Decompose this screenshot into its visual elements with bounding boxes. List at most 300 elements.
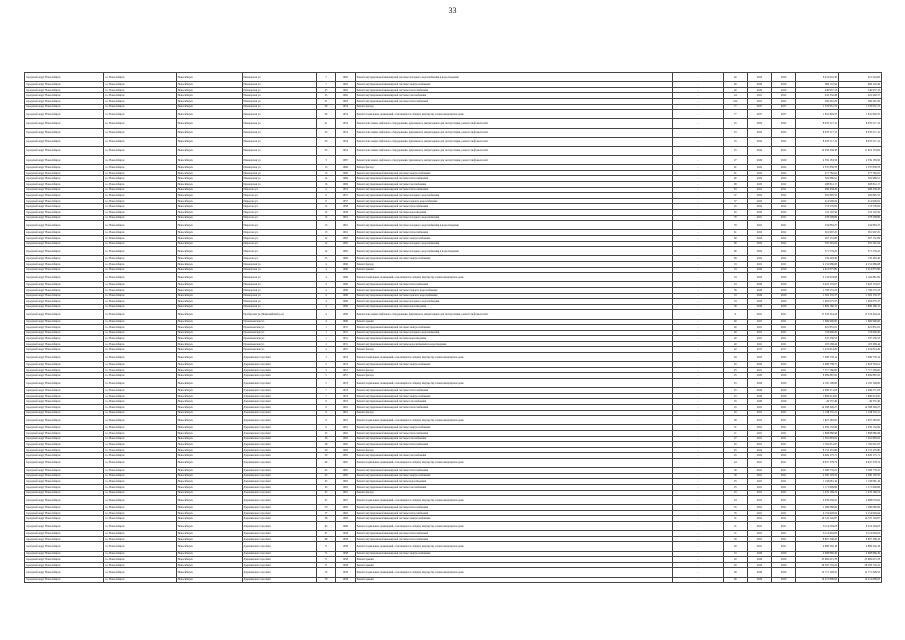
cell-work: Ремонт внутридомовой инженерной системы горячего водоснабжения [355, 293, 673, 299]
cell-district: Новосибирск [176, 496, 242, 505]
cell-start: 2021 [747, 310, 771, 319]
cell-district: Новосибирск [176, 210, 242, 216]
cell-start: 2021 [747, 510, 771, 516]
cell-work: Ремонт подвальных помещений, относящихся к общему имуществу в многоквартирном доме [355, 273, 673, 282]
cell-street: Дзержинского проспект [242, 490, 317, 496]
cell-district: Новосибирск [176, 468, 242, 474]
cell-start: 2021 [747, 416, 771, 425]
cell-year: 1996 [335, 273, 355, 282]
cell-year: 1996 [335, 261, 355, 267]
cell-year: 1953 [335, 187, 355, 193]
cell-municipality: городской округ Новосибирск [25, 336, 104, 342]
cell-dash: - [673, 256, 724, 262]
cell-cost_total: 278 598,86 [839, 215, 882, 221]
cell-dash: - [673, 577, 724, 583]
cell-street: Дзержинского проспект [242, 551, 317, 557]
cell-volume: 77 [723, 104, 747, 110]
cell-house: 4 [317, 267, 336, 273]
cell-settlement: г.о. Новосибирск [104, 170, 177, 176]
cell-work: Ремонт подвальных помещений, относящихся к общему имуществу в многоквартирном доме [355, 379, 673, 388]
cell-volume: 40 [723, 336, 747, 342]
cell-dash: - [673, 110, 724, 119]
cell-start: 2022 [747, 176, 771, 182]
cell-volume: 61 [723, 170, 747, 176]
cell-year: 1954 [335, 104, 355, 110]
cell-cost_total: 1 219 814,29 [839, 347, 882, 353]
cell-district: Новосибирск [176, 247, 242, 256]
cell-dash: - [673, 410, 724, 416]
cell-district: Новосибирск [176, 399, 242, 405]
cell-municipality: городской округ Новосибирск [25, 93, 104, 99]
cell-house: 9 [317, 410, 336, 416]
cell-municipality: городской округ Новосибирск [25, 536, 104, 542]
cell-district: Новосибирск [176, 73, 242, 82]
cell-municipality: городской округ Новосибирск [25, 330, 104, 336]
cell-start: 2021 [747, 473, 771, 479]
cell-cost_total: 337 236,53 [839, 336, 882, 342]
cell-end: 2017 [772, 347, 796, 353]
cell-municipality: городской округ Новосибирск [25, 557, 104, 563]
cell-district: Новосибирск [176, 393, 242, 399]
cell-work: Ремонт внутридомовой инженерной системы теплоснабжения [355, 468, 673, 474]
cell-house: 71 [317, 551, 336, 557]
cell-cost: 173 576,82 [796, 204, 839, 210]
cell-start: 2020 [747, 267, 771, 273]
cell-street: Дзержинского проспект [242, 367, 317, 373]
cell-street: Пионерская ул. [242, 73, 317, 82]
cell-municipality: городской округ Новосибирск [25, 562, 104, 568]
cell-end: 2021 [772, 536, 796, 542]
cell-municipality: городской округ Новосибирск [25, 241, 104, 247]
cell-work: Ремонт фасада [355, 373, 673, 379]
cell-street: Дзержинского проспект [242, 542, 317, 551]
cell-district: Новосибирск [176, 204, 242, 210]
cell-work: Ремонт внутридомовой инженерной системы водоотведения [355, 479, 673, 485]
cell-year: 1962 [335, 430, 355, 436]
cell-cost_total: 3 923 133,67 [839, 282, 882, 288]
cell-house: 59 [317, 104, 336, 110]
cell-district: Новосибирск [176, 215, 242, 221]
cell-house: 1 [317, 341, 336, 347]
cell-house: 53 [317, 505, 336, 511]
cell-house: 43 [317, 473, 336, 479]
cell-work: Ремонт внутридомовой инженерной системы горячего водоснабжения [355, 198, 673, 204]
cell-cost: 1 796 572,23 [796, 287, 839, 293]
cell-start: 2021 [747, 215, 771, 221]
cell-house: 14 [317, 241, 336, 247]
cell-start: 2017 [747, 347, 771, 353]
cell-district: Новосибирск [176, 261, 242, 267]
cell-cost: 4 013 875,89 [796, 267, 839, 273]
cell-cost: 361 967,25 [796, 230, 839, 236]
cell-start: 2021 [747, 430, 771, 436]
cell-work: Ремонт внутридомовой инженерной системы холодного водоснабжения и водоотведения [355, 73, 673, 82]
cell-street: Дзержинского проспект [242, 410, 317, 416]
cell-end: 2021 [772, 484, 796, 490]
cell-district: Новосибирск [176, 293, 242, 299]
cell-house: 47 [317, 490, 336, 496]
cell-district: Новосибирск [176, 542, 242, 551]
cell-end: 2021 [772, 542, 796, 551]
cell-dash: - [673, 128, 724, 137]
cell-cost_total: 1 286 080,66 [839, 505, 882, 511]
cell-start: 2022 [747, 137, 771, 146]
cell-dash: - [673, 542, 724, 551]
cell-work: Ремонт внутридомовой инженерной системы теплоснабжения [355, 176, 673, 182]
cell-municipality: городской округ Новосибирск [25, 176, 104, 182]
cell-start: 2021 [747, 221, 771, 230]
cell-house: 25 [317, 87, 336, 93]
cell-work: Ремонт внутридомовой инженерной системы водоотведения [355, 304, 673, 310]
cell-house: 30 [317, 453, 336, 459]
cell-work: Ремонт внутридомовой инженерной системы теплоснабжения [355, 505, 673, 511]
cell-settlement: г.о. Новосибирск [104, 522, 177, 531]
cell-settlement: г.о. Новосибирск [104, 330, 177, 336]
cell-settlement: г.о. Новосибирск [104, 304, 177, 310]
cell-end: 2021 [772, 336, 796, 342]
cell-cost: 49 737,40 [796, 399, 839, 405]
cell-start: 2020 [747, 568, 771, 577]
table-row [25, 416, 882, 425]
cell-cost: 103 268,44 [796, 341, 839, 347]
cell-cost_total: 1 158 081,16 [839, 479, 882, 485]
cell-municipality: городской округ Новосибирск [25, 82, 104, 88]
cell-district: Новосибирск [176, 137, 242, 146]
cell-cost: 669 112,94 [796, 82, 839, 88]
cell-dash: - [673, 119, 724, 128]
cell-municipality: городской округ Новосибирск [25, 170, 104, 176]
cell-settlement: г.о. Новосибирск [104, 430, 177, 436]
cell-municipality: городской округ Новосибирск [25, 416, 104, 425]
cell-dash: - [673, 98, 724, 104]
cell-house: 2 [317, 362, 336, 368]
cell-house: 47 [317, 496, 336, 505]
cell-year: 1957 [335, 373, 355, 379]
cell-cost_total: 23 682 615,78 [839, 557, 882, 563]
cell-settlement: г.о. Новосибирск [104, 388, 177, 394]
cell-start: 2022 [747, 170, 771, 176]
cell-end: 2021 [772, 221, 796, 230]
cell-street: Пирогова ул. [242, 198, 317, 204]
cell-start: 2021 [747, 516, 771, 522]
cell-cost_total: 49 737,40 [839, 399, 882, 405]
cell-municipality: городской округ Новосибирск [25, 110, 104, 119]
cell-street: Пионерская ул. [242, 128, 317, 137]
cell-volume: 25 [723, 393, 747, 399]
cell-cost_total: 4 154 926,04 [839, 510, 882, 516]
cell-work: Ремонт внутридомовой инженерной системы электроснабжения [355, 425, 673, 431]
cell-end: 2021 [772, 490, 796, 496]
cell-work: Ремонт внутридомовой инженерной системы теплоснабжения [355, 187, 673, 193]
cell-settlement: г.о. Новосибирск [104, 536, 177, 542]
cell-year: 1958 [335, 536, 355, 542]
cell-volume: 44 [723, 93, 747, 99]
cell-dash: - [673, 73, 724, 82]
cell-year: 1958 [335, 210, 355, 216]
cell-dash: - [673, 87, 724, 93]
cell-settlement: г.о. Новосибирск [104, 505, 177, 511]
cell-house: 71 [317, 557, 336, 563]
cell-year: 1961 [335, 405, 355, 411]
cell-municipality: городской округ Новосибирск [25, 215, 104, 221]
cell-work: Ремонт или замена лифтового оборудования, признанного непригодным для эксплуатации, ремонт лифтовых шахт [355, 119, 673, 128]
cell-volume: 24 [723, 496, 747, 505]
cell-cost_total: 277 782,61 [839, 170, 882, 176]
cell-work: Ремонт крыши [355, 577, 673, 583]
cell-work: Ремонт внутридомовой инженерной системы электроснабжения [355, 393, 673, 399]
cell-end: 2022 [772, 182, 796, 188]
cell-cost: 1 809 186,15 [796, 304, 839, 310]
cell-district: Новосибирск [176, 442, 242, 448]
cell-cost_total: 415 544,06 [839, 73, 882, 82]
cell-year: 1958 [335, 542, 355, 551]
cell-volume: 45 [723, 447, 747, 453]
cell-cost_total: 502 986,91 [839, 176, 882, 182]
cell-work: Ремонт внутридомовой инженерной системы теплоснабжения [355, 442, 673, 448]
cell-volume: 36 [723, 287, 747, 293]
cell-end: 2021 [772, 410, 796, 416]
cell-house: 4 [317, 299, 336, 305]
cell-settlement: г.о. Новосибирск [104, 562, 177, 568]
cell-district: Новосибирск [176, 410, 242, 416]
cell-start: 2022 [747, 182, 771, 188]
cell-dash: - [673, 293, 724, 299]
cell-house: 13 [317, 230, 336, 236]
cell-year: 1953 [335, 362, 355, 368]
cell-settlement: г.о. Новосибирск [104, 104, 177, 110]
cell-municipality: городской округ Новосибирск [25, 496, 104, 505]
cell-cost_total: 12 771 328,52 [839, 568, 882, 577]
cell-start: 2022 [747, 453, 771, 459]
cell-district: Новосибирск [176, 505, 242, 511]
cell-district: Новосибирск [176, 319, 242, 325]
cell-end: 2022 [772, 170, 796, 176]
cell-municipality: городской округ Новосибирск [25, 362, 104, 368]
cell-cost_total: 2 608 866,49 [839, 551, 882, 557]
table-row [25, 458, 882, 467]
table-row [25, 496, 882, 505]
cell-street: Пионерская ул. [242, 287, 317, 293]
cell-cost_total: 668 120,46 [839, 82, 882, 88]
cell-start: 2021 [747, 425, 771, 431]
cell-cost: 1 198 710,11 [796, 410, 839, 416]
cell-street: Пионерская ул. [242, 304, 317, 310]
cell-district: Новосибирск [176, 330, 242, 336]
cell-house: 2 [317, 187, 336, 193]
cell-municipality: городской округ Новосибирск [25, 293, 104, 299]
cell-settlement: г.о. Новосибирск [104, 110, 177, 119]
cell-cost_total: 103 268,44 [839, 341, 882, 347]
cell-district: Новосибирск [176, 522, 242, 531]
cell-end: 2022 [772, 193, 796, 199]
cell-year: 1958 [335, 204, 355, 210]
cell-cost: 2 008 738,75 [796, 362, 839, 368]
cell-work: Ремонт внутридомовой инженерной системы электроснабжения [355, 170, 673, 176]
cell-cost_total: 1 302 135,37 [839, 293, 882, 299]
cell-volume: 19 [723, 261, 747, 267]
cell-municipality: городской округ Новосибирск [25, 198, 104, 204]
cell-volume: 45 [723, 210, 747, 216]
cell-street: Пионерская ул. [242, 110, 317, 119]
cell-end: 2022 [772, 119, 796, 128]
cell-dash: - [673, 347, 724, 353]
cell-volume: 49 [723, 353, 747, 362]
cell-street: Дзержинского проспект [242, 568, 317, 577]
cell-municipality: городской округ Новосибирск [25, 341, 104, 347]
cell-cost: 432 332,28 [796, 93, 839, 99]
cell-dash: - [673, 221, 724, 230]
cell-municipality: городской округ Новосибирск [25, 236, 104, 242]
cell-volume: 25 [723, 128, 747, 137]
cell-end: 2021 [772, 430, 796, 436]
cell-work: Ремонт внутридомовой инженерной системы теплоснабжения [355, 388, 673, 394]
cell-volume: 40 [723, 341, 747, 347]
cell-dash: - [673, 505, 724, 511]
cell-dash: - [673, 442, 724, 448]
cell-cost: 12 058 338,38 [796, 146, 839, 155]
cell-district: Новосибирск [176, 388, 242, 394]
cell-municipality: городской округ Новосибирск [25, 484, 104, 490]
cell-end: 2020 [772, 562, 796, 568]
cell-street: Пионерская ул. [242, 176, 317, 182]
cell-year: 1953 [335, 393, 355, 399]
cell-house: 67 [317, 531, 336, 537]
cell-work: Ремонт внутридомовой инженерной системы водоотведения [355, 210, 673, 216]
cell-year: 1961 [335, 230, 355, 236]
cell-work: Ремонт крыши [355, 319, 673, 325]
cell-end: 2027 [772, 104, 796, 110]
cell-house: 1 [317, 330, 336, 336]
cell-dash: - [673, 210, 724, 216]
cell-dash: - [673, 299, 724, 305]
cell-cost_total: 1 841 849,55 [839, 110, 882, 119]
cell-cost: 159 493,40 [796, 256, 839, 262]
cell-street: Дзержинского проспект [242, 353, 317, 362]
cell-cost: 8 153 455,80 [796, 447, 839, 453]
cell-district: Новосибирск [176, 490, 242, 496]
cell-house: 13 [317, 221, 336, 230]
cell-district: Новосибирск [176, 128, 242, 137]
cell-municipality: городской округ Новосибирск [25, 182, 104, 188]
cell-cost: 23 682 615,78 [796, 557, 839, 563]
cell-municipality: городской округ Новосибирск [25, 87, 104, 93]
cell-volume: 21 [723, 430, 747, 436]
cell-settlement: г.о. Новосибирск [104, 436, 177, 442]
cell-work: Ремонт внутридомовой инженерной системы холодного водоснабжения и водоотведения [355, 221, 673, 230]
cell-dash: - [673, 330, 724, 336]
cell-cost_total: 1 809 186,15 [839, 304, 882, 310]
cell-start: 2020 [747, 273, 771, 282]
cell-house: 13 [317, 170, 336, 176]
cell-street: Дзержинского проспект [242, 442, 317, 448]
cell-house: 1 [317, 336, 336, 342]
cell-street: Пирогова ул. [242, 187, 317, 193]
cell-start: 2020 [747, 551, 771, 557]
cell-settlement: г.о. Новосибирск [104, 87, 177, 93]
cell-settlement: г.о. Новосибирск [104, 176, 177, 182]
cell-settlement: г.о. Новосибирск [104, 353, 177, 362]
cell-volume: 30 [723, 473, 747, 479]
cell-work: Ремонт фасада [355, 165, 673, 171]
cell-house: 40 [317, 458, 336, 467]
cell-volume: 40 [723, 73, 747, 82]
cell-work: Ремонт фасада [355, 410, 673, 416]
cell-cost: 6 837 378,74 [796, 458, 839, 467]
cell-dash: - [673, 490, 724, 496]
cell-end: 2020 [772, 73, 796, 82]
cell-cost_total: 1 762 651,87 [839, 442, 882, 448]
cell-house: 4 [317, 287, 336, 293]
table-row [25, 379, 882, 388]
cell-dash: - [673, 104, 724, 110]
cell-street: Пионерская ул. [242, 165, 317, 171]
cell-house: 59 [317, 110, 336, 119]
cell-start: 2021 [747, 187, 771, 193]
cell-start: 2021 [747, 341, 771, 347]
cell-work: Ремонт подвальных помещений, относящихся к общему имуществу в многоквартирном доме [355, 568, 673, 577]
cell-municipality: городской округ Новосибирск [25, 453, 104, 459]
cell-volume: 35 [723, 505, 747, 511]
cell-volume: 414 [723, 98, 747, 104]
cell-cost: 267 131,86 [796, 236, 839, 242]
cell-municipality: городской округ Новосибирск [25, 204, 104, 210]
cell-volume: 19 [723, 299, 747, 305]
cell-volume: 25 [723, 137, 747, 146]
cell-district: Новосибирск [176, 299, 242, 305]
cell-end: 2020 [772, 82, 796, 88]
cell-dash: - [673, 182, 724, 188]
cell-house: 43 [317, 468, 336, 474]
cell-start: 2027 [747, 110, 771, 119]
cell-house: 57 [317, 510, 336, 516]
cell-volume: 31 [723, 425, 747, 431]
cell-dash: - [673, 93, 724, 99]
cell-house: 58 [317, 516, 336, 522]
cell-year: 1961 [335, 416, 355, 425]
cell-work: Ремонт подвальных помещений, относящихся к общему имуществу в многоквартирном доме [355, 416, 673, 425]
cell-end: 2023 [772, 353, 796, 362]
cell-street: Пионерская ул. [242, 273, 317, 282]
cell-street: Дзержинского проспект [242, 388, 317, 394]
cell-end: 2021 [772, 325, 796, 331]
cell-end: 2022 [772, 447, 796, 453]
cell-work: Ремонт или замена лифтового оборудования, признанного непригодным для эксплуатации, ремонт лифтовых шахт [355, 137, 673, 146]
cell-settlement: г.о. Новосибирск [104, 347, 177, 353]
cell-end: 2021 [772, 425, 796, 431]
cell-cost: 4 359 183,56 [796, 156, 839, 165]
cell-year: 1967 [335, 496, 355, 505]
cell-start: 2021 [747, 458, 771, 467]
cell-start: 2020 [747, 388, 771, 394]
cell-start: 2021 [747, 542, 771, 551]
cell-street: Пионерская ул. [242, 98, 317, 104]
cell-volume: 37 [723, 198, 747, 204]
cell-dash: - [673, 453, 724, 459]
cell-end: 2021 [772, 510, 796, 516]
cell-volume: 25 [723, 388, 747, 394]
cell-street: Пионерская ул. [242, 119, 317, 128]
cell-cost: 6 219 910,50 [796, 73, 839, 82]
cell-settlement: г.о. Новосибирск [104, 236, 177, 242]
cell-district: Новосибирск [176, 82, 242, 88]
cell-work: Ремонт подвальных помещений, относящихся к общему имуществу в многоквартирном доме [355, 496, 673, 505]
cell-start: 2022 [747, 241, 771, 247]
cell-volume: 31 [723, 516, 747, 522]
cell-end: 2021 [772, 522, 796, 531]
cell-volume: 19 [723, 551, 747, 557]
cell-district: Новосибирск [176, 110, 242, 119]
cell-cost_total: 1 796 572,23 [839, 287, 882, 293]
